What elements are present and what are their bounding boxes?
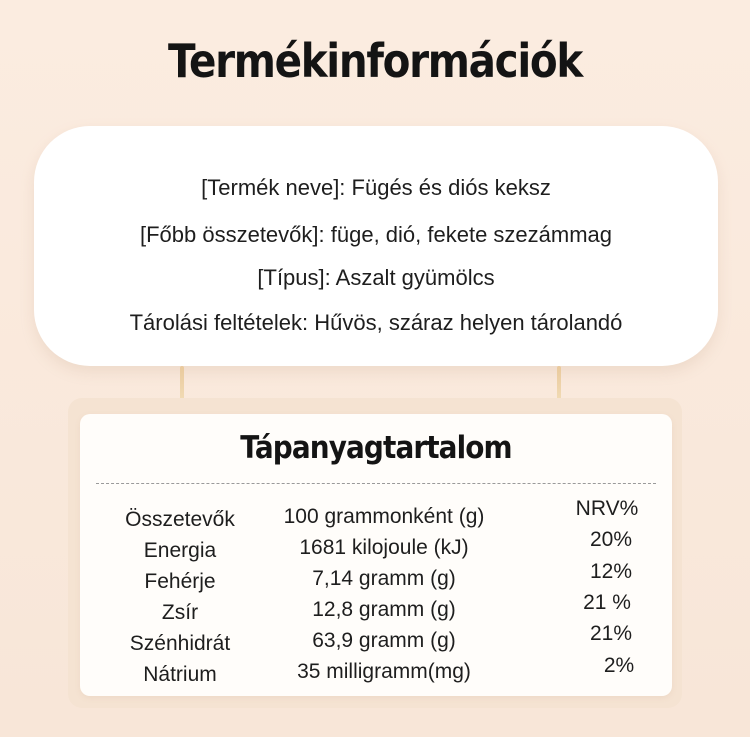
header-ingredients: Összetevők xyxy=(125,508,235,531)
row-nrv-energy: 20% xyxy=(589,528,633,551)
product-info-card xyxy=(34,126,718,366)
product-name-line: [Termék neve]: Fügés és diós keksz xyxy=(201,175,551,200)
nutrition-divider xyxy=(96,483,656,484)
nutrition-title: Tápanyagtartalom xyxy=(240,430,512,466)
row-nrv-protein: 12% xyxy=(589,560,633,583)
row-nrv-fat: 21 % xyxy=(583,591,631,614)
header-per-100g: 100 grammonként (g) xyxy=(283,505,485,528)
row-nrv-sodium: 2% xyxy=(603,654,635,677)
row-nrv-carbohydrate: 21% xyxy=(589,622,633,645)
row-amount-fat: 12,8 gramm (g) xyxy=(312,598,456,621)
row-name-protein: Fehérje xyxy=(144,570,216,593)
storage-conditions-line: Tárolási feltételek: Hűvös, száraz helyen tárolandó xyxy=(129,310,623,335)
row-amount-energy: 1681 kilojoule (kJ) xyxy=(299,536,469,559)
row-amount-sodium: 35 milligramm(mg) xyxy=(297,660,471,683)
row-name-carbohydrate: Szénhidrát xyxy=(129,632,231,655)
main-ingredients-line: [Főbb összetevők]: füge, dió, fekete szezámmag xyxy=(139,222,613,247)
product-type-line: [Típus]: Aszalt gyümölcs xyxy=(257,265,495,290)
page-title: Termékinformációk xyxy=(168,34,582,88)
row-name-fat: Zsír xyxy=(161,601,199,624)
row-amount-protein: 7,14 gramm (g) xyxy=(312,567,456,590)
row-name-energy: Energia xyxy=(143,539,217,562)
row-name-sodium: Nátrium xyxy=(143,663,217,686)
header-nrv: NRV% xyxy=(575,497,639,520)
row-amount-carbohydrate: 63,9 gramm (g) xyxy=(312,629,456,652)
